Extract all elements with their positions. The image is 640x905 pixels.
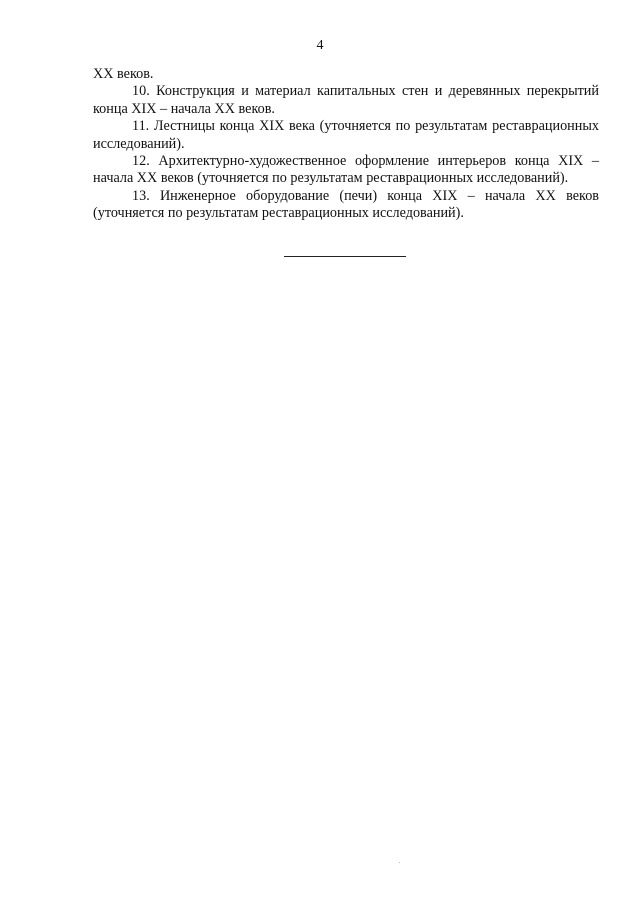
document-body — [93, 66, 599, 223]
paragraph-item-12: 12. Архитектурно-художественное оформление интерьеров конца XIX – начала XX веков (уточняется по результатам реставрационных исследований). — [93, 153, 599, 187]
page-number: 4 — [316, 38, 324, 53]
paragraph-item-11: 11. Лестницы конца XIX века (уточняется по результатам реставрационных исследований). — [93, 118, 599, 152]
closing-divider — [284, 256, 406, 257]
scan-speck — [399, 862, 400, 863]
paragraph-item-10: 10. Конструкция и материал капитальных стен и деревянных перекрытий конца XIX – начала XX веков. — [93, 83, 599, 117]
paragraph-continuation: XX веков. — [93, 66, 154, 82]
paragraph-item-13: 13. Инженерное оборудование (печи) конца XIX – начала XX веков (уточняется по результатам реставрационных исследований). — [93, 187, 599, 222]
